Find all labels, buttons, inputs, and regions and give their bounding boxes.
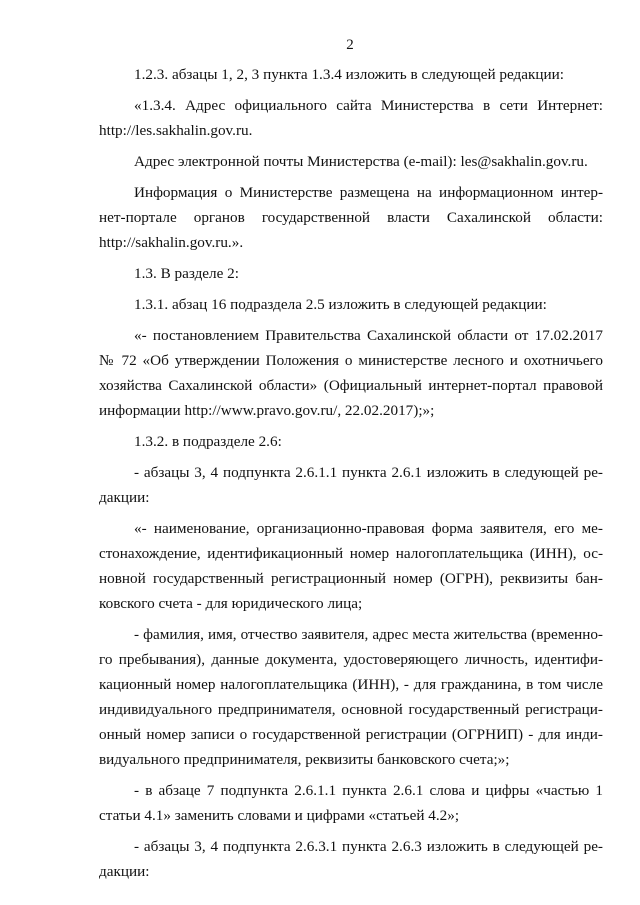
paragraph-line: дакции: [99, 489, 150, 506]
paragraph-line: ковского счета - для юридического лица; [99, 595, 363, 612]
paragraph [99, 323, 603, 423]
paragraph-line: № 72 «Об утверждении Положения о министерстве лесного и охотничьего [99, 352, 603, 369]
paragraph-line: - фамилия, имя, отчество заявителя, адрес места жительства (временно- [134, 626, 603, 643]
paragraph-line: Адрес электронной почты Министерства (e-mail): les@sakhalin.gov.ru. [134, 153, 588, 170]
paragraph-line: новной государственный регистрационный номер (ОГРН), реквизиты бан- [99, 570, 603, 587]
paragraph-line: хозяйства Сахалинской области» (Официальный интернет-портал правовой [99, 377, 603, 394]
paragraph-line: статьи 4.1» заменить словами и цифрами «статьей 4.2»; [99, 807, 460, 824]
paragraph-line: 1.3.2. в подразделе 2.6: [134, 433, 282, 450]
paragraph [99, 149, 603, 174]
paragraph [99, 93, 603, 143]
paragraph-line: индивидуального предпринимателя, основной государственный регистраци- [99, 701, 603, 718]
paragraph-line: 1.2.3. абзацы 1, 2, 3 пункта 1.3.4 изложить в следующей редакции: [134, 66, 564, 83]
paragraph-line: Информация о Министерстве размещена на информационном интер- [134, 184, 603, 201]
paragraph-line: 1.3. В разделе 2: [134, 265, 239, 282]
paragraph-line: видуального предпринимателя, реквизиты банковского счета;»; [99, 751, 510, 768]
paragraph-line: http://sakhalin.gov.ru.». [99, 234, 244, 251]
paragraph [99, 261, 603, 286]
paragraph-line: - абзацы 3, 4 подпункта 2.6.3.1 пункта 2.6.3 изложить в следующей ре- [134, 838, 603, 855]
paragraph [99, 834, 603, 884]
paragraph-line: «1.3.4. Адрес официального сайта Министерства в сети Интернет: [134, 97, 603, 114]
paragraph [99, 62, 603, 87]
paragraph [99, 460, 603, 510]
paragraph-line: http://les.sakhalin.gov.ru. [99, 122, 253, 139]
paragraph-line: дакции: [99, 863, 150, 880]
paragraph [99, 516, 603, 616]
paragraph [99, 429, 603, 454]
paragraph-line: - в абзаце 7 подпункта 2.6.1.1 пункта 2.6.1 слова и цифры «частью 1 [134, 782, 603, 799]
paragraph-line: - абзацы 3, 4 подпункта 2.6.1.1 пункта 2.6.1 изложить в следующей ре- [134, 464, 603, 481]
paragraph [99, 292, 603, 317]
paragraph [99, 778, 603, 828]
paragraph-line: онный номер записи о государственной регистрации (ОГРНИП) - для инди- [99, 726, 603, 743]
paragraph-line: стонахождение, идентификационный номер налогоплательщика (ИНН), ос- [99, 545, 603, 562]
paragraph-line: кационный номер налогоплательщика (ИНН), - для гражданина, в том числе [99, 676, 603, 693]
paragraph-line: «- наименование, организационно-правовая форма заявителя, его ме- [134, 520, 603, 537]
paragraph-line: нет-портале органов государственной власти Сахалинской области: [99, 209, 603, 226]
paragraph-line: 1.3.1. абзац 16 подраздела 2.5 изложить в следующей редакции: [134, 296, 547, 313]
paragraph-line: го пребывания), данные документа, удостоверяющего личность, идентифи- [99, 651, 603, 668]
document-body [99, 62, 603, 884]
paragraph [99, 622, 603, 772]
paragraph-line: «- постановлением Правительства Сахалинской области от 17.02.2017 [134, 327, 603, 344]
paragraph [99, 180, 603, 255]
page-number: 2 [346, 37, 354, 53]
paragraph-line: информации http://www.pravo.gov.ru/, 22.02.2017);»; [99, 402, 435, 419]
